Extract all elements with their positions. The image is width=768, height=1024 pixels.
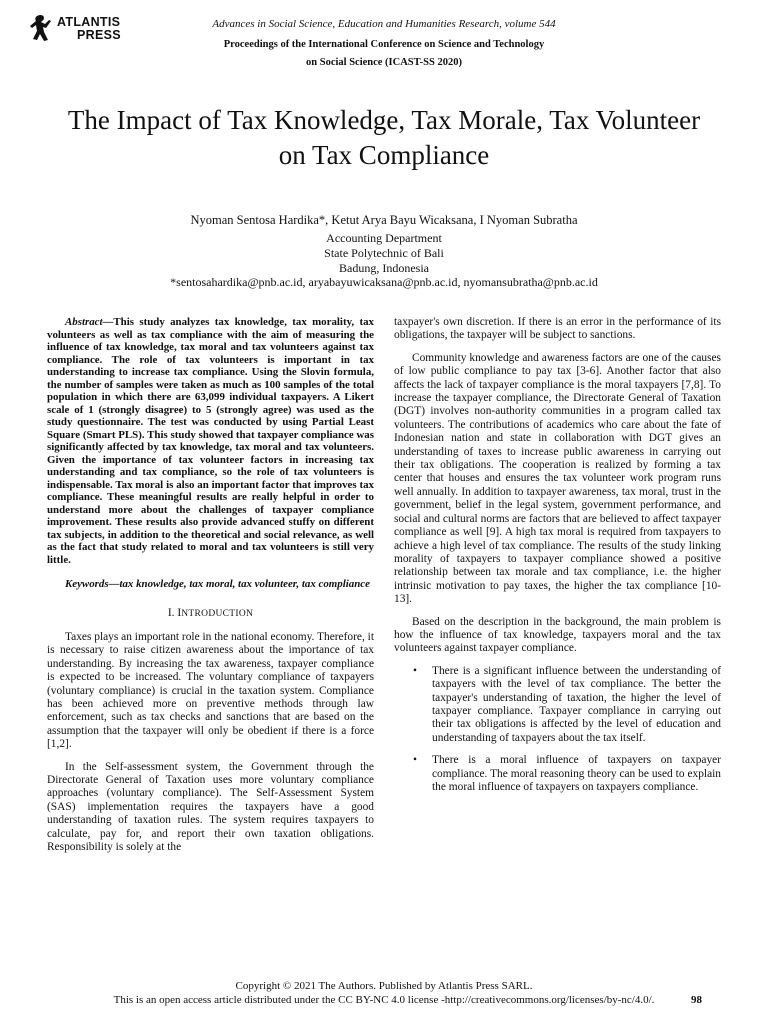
bullet-icon: • [413,664,417,677]
list-item [394,754,721,794]
author-list: Nyoman Sentosa Hardika*, Ketut Arya Bayu Wicaksana, I Nyoman Subratha [190,213,578,227]
proceedings-header-line2: on Social Science (ICAST-SS 2020) [306,57,462,68]
publisher-logo [28,14,123,44]
abstract-label: Abstract [65,316,103,328]
affiliation-department: Accounting Department [326,231,442,245]
list-item-text: There is a significant influence between the understanding of taxpayers with the level of tax compliance. The better the taxpayer's understanding of taxation, the higher the level of taxpayer compliance. Taxpayer compliance in carrying out their tax obligations is affected by the level of education and understanding of taxpayers about the tax itself. [432,664,721,744]
author-emails: *sentosahardika@pnb.ac.id, aryabayuwicaksana@pnb.ac.id, nyomansubratha@pnb.ac.id [170,275,598,289]
affiliation-institution: State Polytechnic of Bali [324,246,444,260]
abstract [47,316,374,566]
atlantis-figure-icon [28,14,54,42]
footer-license: This is an open access article distributed under the CC BY-NC 4.0 license -http://creativecommons.org/licenses/by-nc/4.0/. [113,994,655,1006]
paper-title: The Impact of Tax Knowledge, Tax Morale, Tax Volunteer on Tax Compliance [67,105,701,170]
proceedings-header-line1: Proceedings of the International Conference on Science and Technology [223,39,545,50]
section-first-letter: I [177,606,182,619]
page-number: 98 [691,994,702,1006]
paragraph: Community knowledge and awareness factors are one of the causes of low public compliance to pay tax [3-6]. Another factor that also affects the lack of taxpayer compliance is the moral taxpayers [7,8]. To increase the taxpayer compliance, the Directorate General of Taxation (DGT) involves non-authority communities in a program called tax volunteers. The contributions of academics who care about the fate of Indonesian nation and state in collaboration with DGT gives an understanding of taxes to increase public awareness in carrying out their tax obligations. The cooperation is realized by forming a tax center that houses and ensures the tax volunteer work program runs well annually. In addition to taxpayer awareness, tax moral, trust in the government, belief in the legal system, government performance, and social and cultural norms are factors that are believed to affect taxpayer compliance as well [9]. A high tax moral is required from taxpayers to achieve a high level of tax compliance. The results of the study linking morality of taxpayers to taxpayer compliance showed a positive relationship between tax morale and tax compliance, i.e. the higher intrinsic motivation to pay taxes, the higher the tax compliance [10-13]. [394,351,721,606]
logo-text-line1: ATLANTIS [57,15,121,29]
paragraph: Based on the description in the background, the main problem is how the influence of tax knowledge, taxpayers moral and the tax volunteers against taxpayer compliance. [394,615,721,655]
abstract-dash: — [102,316,114,328]
abstract-text: This study analyzes tax knowledge, tax morality, tax volunteers as well as tax compliance with the aim of measuring the influence of tax knowledge, tax moral and tax volunteers against tax compliance. The role of tax volunteers is important in tax understanding to increase tax compliance. Using the Slovin formula, the number of samples were taken as much as 100 samples of the total population in which there are 63,099 individual taxpayers. A Likert scale of 1 (strongly disagree) to 5 (strongly agree) was used as the study questionnaire. The test was conducted by using Partial Least Square (Smart PLS). This study showed that taxpayer compliance was significantly affected by tax knowledge, tax moral and tax volunteers. Given the importance of tax volunteer factors in increasing tax understanding and tax compliance, so the role of tax volunteers is indispensable. Tax moral is also an important factor that improves tax compliance. These meaningful results are really helpful in order to understand more about the challenges of taxpayer compliance improvement. These results also provide advanced stuffy on different tax subjects, in addition to the theoretical and social relevance, as well as the fact that study related to moral and tax volunteers is still very little. [47,316,374,566]
affiliation-location: Badung, Indonesia [339,261,429,275]
left-column [47,316,374,863]
paragraph: taxpayer's own discretion. If there is an error in the performance of its obligations, the taxpayer will be subject to sanctions. [394,316,721,342]
section-number: I. [167,606,175,619]
list-item [394,665,721,745]
paragraph: Taxes plays an important role in the national economy. Therefore, it is necessary to raise citizen awareness about the importance of tax understanding. By increasing the tax awareness, taxpayer compliance is expected to be increased. The voluntary compliance of taxpayers (voluntary compliance) is crucial in the taxation system. Compliance has been achieved more on preventive methods through law enforcement, such as tax checks and sanctions that are based on the assumption that the taxpayer will only be obedient if there is a force [1,2]. [47,630,374,751]
keywords: Keywords—tax knowledge, tax moral, tax volunteer, tax compliance [65,578,370,590]
right-column [394,316,721,803]
list-item-text: There is a moral influence of taxpayers on taxpayer compliance. The moral reasoning theory can be used to explain the moral influence of taxpayers on taxpayers compliance. [432,754,721,793]
bullet-icon: • [413,754,417,767]
footer-copyright: Copyright © 2021 The Authors. Published by Atlantis Press SARL. [235,980,533,992]
logo-text-line2: PRESS [77,28,121,42]
journal-header: Advances in Social Science, Education and Humanities Research, volume 544 [212,18,556,30]
paragraph: In the Self-assessment system, the Government through the Directorate General of Taxation uses more voluntary compliance approaches (voluntary compliance). The Self-Assessment System (SAS) implementation requires the taxpayers have a good understanding of taxation rules. The system requires taxpayers to calculate, pay for, and report their own taxation obligations. Responsibility is solely at the [47,760,374,853]
hypothesis-list [394,665,721,795]
section-title-rest: NTRODUCTION [181,608,254,619]
section-heading-introduction [47,607,374,621]
